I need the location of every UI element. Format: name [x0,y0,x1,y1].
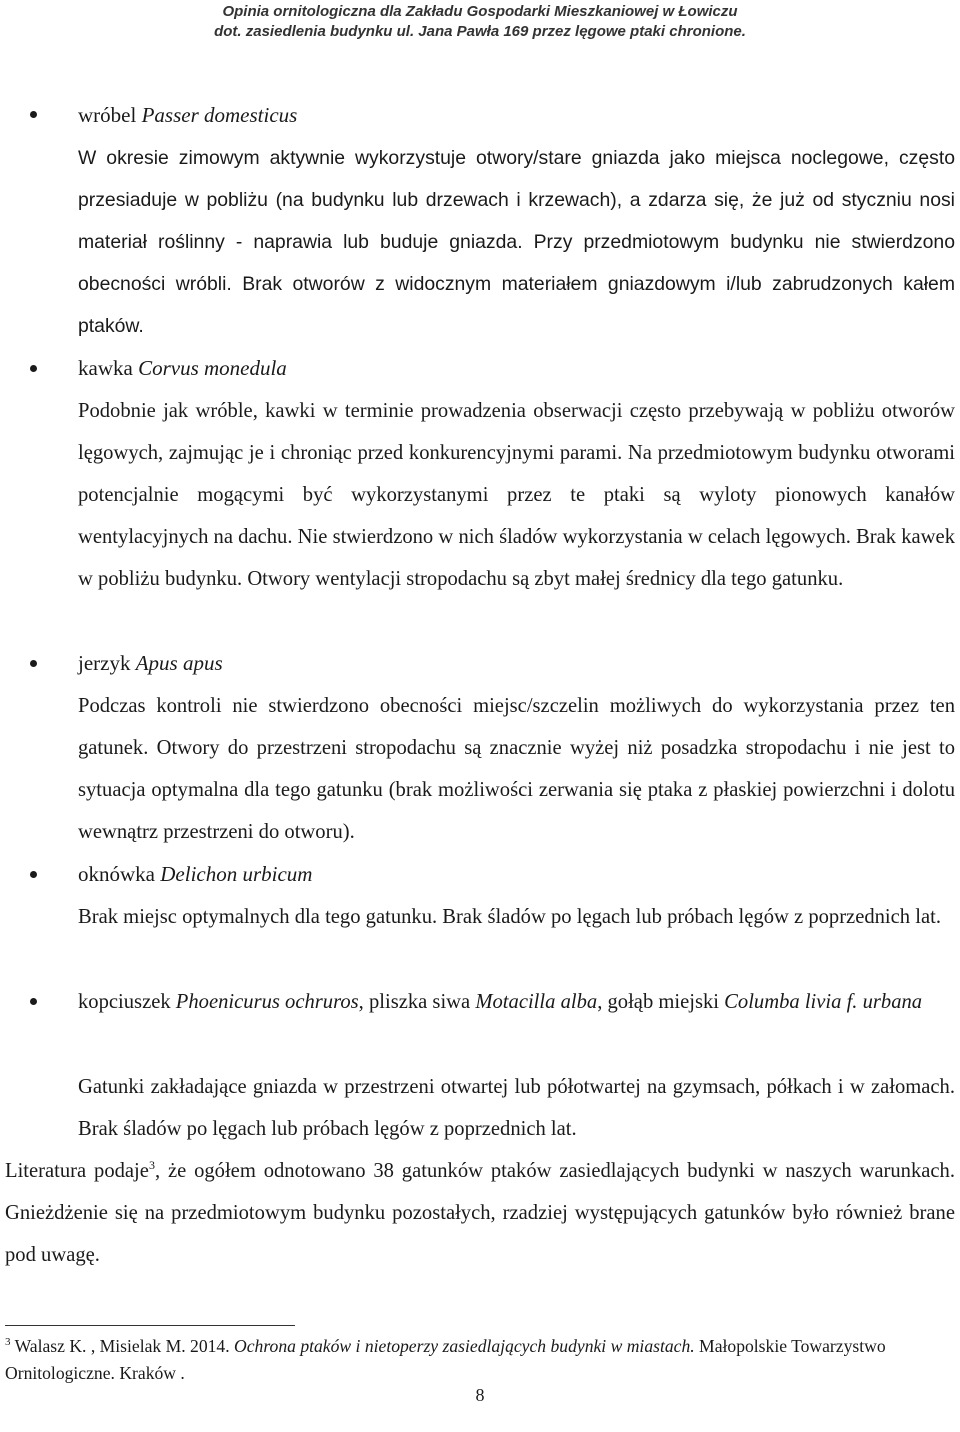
literature-text-start: Literatura podaje [5,1160,149,1182]
species-title [78,853,312,895]
species-common-name: , pliszka siwa [358,991,476,1013]
species-title [78,347,287,389]
literature-paragraph [5,1150,955,1276]
species-latin-name: Phoenicurus ochruros [175,991,359,1013]
page-number: 8 [475,1385,485,1405]
species-common-name: oknówka [78,862,155,886]
header-line-2: dot. zasiedlenia budynku ul. Jana Pawła 169 przez lęgowe ptaki chronione. [214,23,746,40]
footnote-authors: Walasz K. , Misielak M. 2014. [10,1336,235,1356]
species-common-name: kopciuszek [78,991,176,1013]
species-common-name: jerzyk [78,651,131,675]
species-common-name: kawka [78,356,133,380]
species-description: Gatunki zakładające gniazda w przestrzeni otwartej lub półotwartej na gzymsach, półkach i w załomach. Brak śladów po lęgach lub próbach lęgów z poprzednich lat. [78,1076,955,1140]
species-title [78,981,955,1023]
species-description: Brak miejsc optymalnych dla tego gatunku. Brak śladów po lęgach lub próbach lęgów z poprzednich lat. [78,906,941,928]
header-line-1: Opinia ornitologiczna dla Zakładu Gospodarki Mieszkaniowej w Łowiczu [222,3,738,20]
species-common-name: wróbel [78,103,137,127]
species-description: W okresie zimowym aktywnie wykorzystuje otwory/stare gniazda jako miejsca noclegowe, często przesiaduje w pobliżu (na budynku lub drzewach i krzewach), a zdarza się, że już od styczniu nosi materiał roślinny - naprawia lub buduje gniazda. Przy przedmiotowym budynku nie stwierdzono obecności wróbli. Brak otworów z widocznym materiałem gniazdowym i/lub zabrudzonych kałem ptaków. [78,147,955,337]
bullet-icon [30,111,37,118]
bullet-icon [30,998,37,1005]
footnote-title: Ochrona ptaków i nietoperzy zasiedlających budynki w miastach. [234,1336,695,1356]
species-latin-name: Corvus monedula [138,356,287,380]
species-title [78,642,223,684]
bullet-icon [30,365,37,372]
species-latin-name: Delichon urbicum [160,862,313,886]
species-common-name: , gołąb miejski [597,991,725,1013]
species-latin-name: Motacilla alba [475,991,598,1013]
footnote-separator [5,1325,295,1326]
footnote-publisher: Małopolskie Towarzystwo Ornitologiczne. Kraków . [5,1336,886,1383]
bullet-icon [30,871,37,878]
species-title [78,94,297,136]
footnote-reference[interactable]: 3 [148,1158,155,1173]
footnote-number: 3 [5,1336,11,1349]
species-latin-name: Apus apus [135,651,223,675]
footnote [5,1333,950,1387]
page-header [0,2,960,42]
species-description: Podobnie jak wróble, kawki w terminie prowadzenia obserwacji często przebywają w pobliżu otworów lęgowych, zajmując je i chroniąc przed konkurencyjnymi parami. Na przedmiotowym budynku otworami potencjalnie mogącymi być wykorzystanymi przez te ptaki są wyloty pionowych kanałów wentylacyjnych na dachu. Nie stwierdzono w nich śladów wykorzystania w celach lęgowych. Brak kawek w pobliżu budynku. Otwory wentylacji stropodachu są zbyt małej średnicy dla tego gatunku. [78,400,955,590]
literature-text-end: , że ogółem odnotowano 38 gatunków ptaków zasiedlających budynki w naszych warunkach. Gnieżdżenie się na przedmiotowym budynku pozostałych, rzadziej występujących gatunków było również brane pod uwagę. [5,1160,955,1266]
species-description: Podczas kontroli nie stwierdzono obecności miejsc/szczelin możliwych do wykorzystania przez ten gatunek. Otwory do przestrzeni stropodachu są znacznie wyżej niż posadzka stropodachu i nie jest to sytuacja optymalna dla tego gatunku (brak możliwości zerwania się ptaka z płaskiej powierzchni i dolotu wewnątrz przestrzeni do otworu). [78,695,955,843]
species-latin-name: Passer domesticus [141,103,298,127]
bullet-icon [30,660,37,667]
species-latin-name: Columba livia f. urbana [724,991,923,1013]
